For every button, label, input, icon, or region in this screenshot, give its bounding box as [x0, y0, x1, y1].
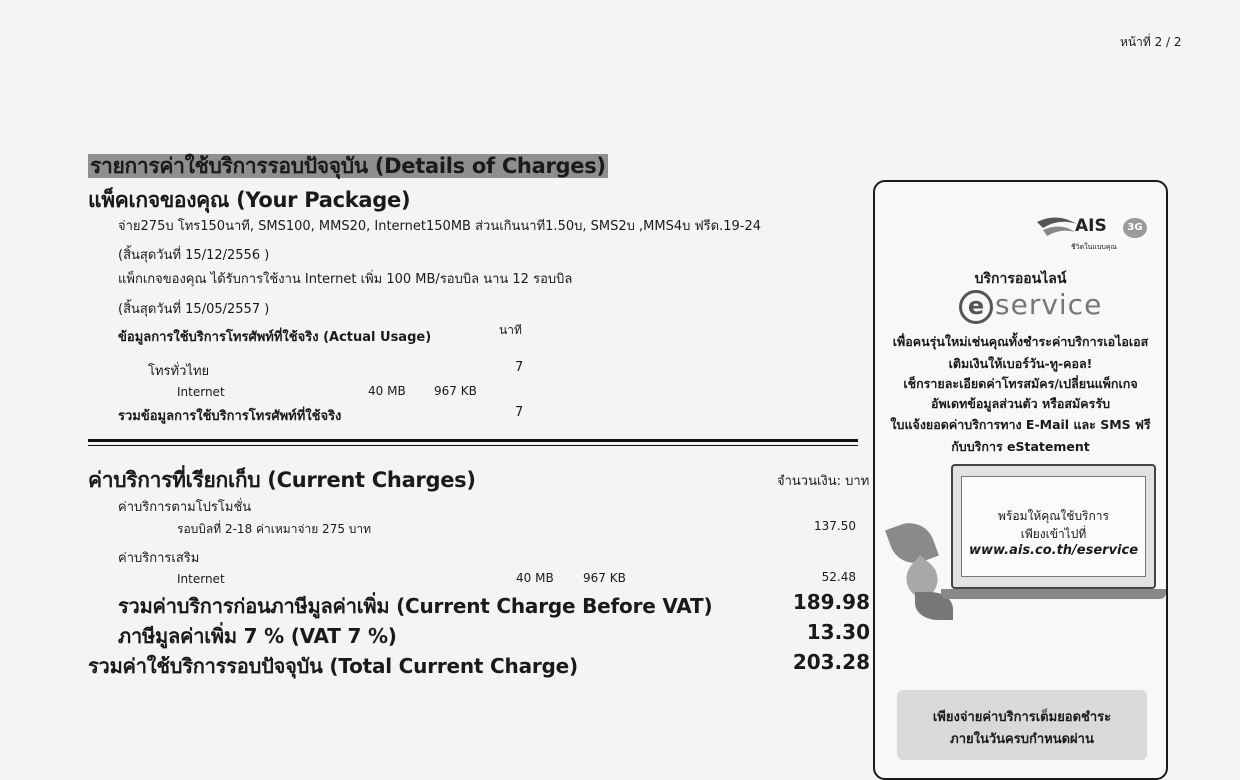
eservice-url[interactable]: www.ais.co.th/eservice	[968, 543, 1139, 558]
eservice-promo-box	[873, 180, 1168, 780]
extra-charge-label: ค่าบริการเสริม	[118, 551, 200, 566]
promo-footer-line-2: ภายในวันครบกำหนดผ่าน	[950, 732, 1094, 747]
package-title: แพ็คเกจของคุณ (Your Package)	[88, 188, 411, 212]
promo-charge-item: รอบบิลที่ 2-18 ค่าเหมาจ่าย 275 บาท	[177, 522, 372, 536]
section-divider-thick	[88, 439, 858, 442]
laptop-line-2: เพียงเข้าไปที่	[1020, 527, 1087, 541]
promo-line-4: อัพเดทข้อมูลส่วนตัว หรือสมัครรับ	[930, 396, 1111, 411]
usage-internet-label: Internet	[177, 385, 225, 399]
usage-row-label: โทรทั่วไทย	[148, 364, 210, 379]
promo-charge-label: ค่าบริการตามโปรโมชั่น	[118, 500, 252, 515]
section-divider-thin	[88, 445, 858, 446]
promo-heading: บริการออนไลน์	[974, 271, 1067, 287]
usage-title: ข้อมูลการใช้บริการโทรศัพท์ที่ใช้จริง (Actual Usage)	[118, 330, 432, 345]
usage-total-label: รวมข้อมูลการใช้บริการโทรศัพท์ที่ใช้จริง	[118, 409, 342, 424]
laptop-line-1: พร้อมให้คุณใช้บริการ	[998, 509, 1109, 523]
charges-title: ค่าบริการที่เรียกเก็บ (Current Charges)	[88, 468, 476, 492]
details-title-text: รายการค่าใช้บริการรอบปัจจุบัน (Details of Charges)	[90, 154, 606, 178]
promo-line-3: เช็กรายละเอียดค่าโทรสมัคร/เปลี่ยนแพ็กเกจ	[903, 376, 1138, 391]
extra-charge-amount: 52.48	[821, 570, 856, 584]
usage-internet-mb: 40 MB	[368, 384, 406, 398]
extra-charge-item: Internet	[177, 572, 225, 586]
ais-logo: AIS	[1075, 216, 1107, 236]
ais-swoosh-icon	[1035, 212, 1079, 240]
laptop-screen	[961, 476, 1146, 577]
vat-amount: 13.30	[806, 620, 870, 644]
usage-internet-kb: 967 KB	[434, 384, 477, 398]
promo-line-1: เพื่อคนรุ่นใหม่เช่นคุณทั้งชำระค่าบริการเอไอเอส	[892, 334, 1149, 349]
before-vat-label: รวมค่าบริการก่อนภาษีมูลค่าเพิ่ม (Current Charge Before VAT)	[118, 594, 713, 618]
package-line-4: (สิ้นสุดวันที่ 15/05/2557 )	[118, 302, 270, 317]
package-line-2: (สิ้นสุดวันที่ 15/12/2556 )	[118, 248, 270, 263]
promo-line-2: เติมเงินให้เบอร์วัน-ทู-คอล!	[948, 356, 1093, 371]
package-line-3: แพ็กเกจของคุณ ได้รับการใช้งาน Internet เพิ่ม 100 MB/รอบบิล นาน 12 รอบบิล	[118, 272, 573, 287]
3g-badge: 3G	[1123, 218, 1147, 238]
promo-line-6: กับบริการ eStatement	[951, 439, 1090, 454]
before-vat-amount: 189.98	[792, 590, 870, 614]
promo-charge-amount: 137.50	[814, 519, 856, 533]
promo-footer-banner	[897, 690, 1147, 760]
laptop-base	[941, 589, 1166, 599]
eservice-e-icon: e	[959, 290, 993, 324]
ais-tagline: ชีวิตในแบบคุณ	[1071, 243, 1118, 251]
usage-row-value: 7	[515, 360, 524, 375]
laptop-illustration	[951, 464, 1156, 589]
leaf-decoration-icon	[885, 516, 939, 570]
promo-line-5: ใบแจ้งยอดค่าบริการทาง E-Mail และ SMS ฟรี	[890, 417, 1151, 432]
total-label: รวมค่าใช้บริการรอบปัจจุบัน (Total Current Charge)	[88, 654, 578, 678]
usage-total-value: 7	[515, 405, 524, 420]
total-amount: 203.28	[792, 650, 870, 674]
eservice-wordmark: service	[995, 288, 1103, 321]
package-line-1: จ่าย275บ โทร150นาที, SMS100, MMS20, Internet150MB ส่วนเกินนาที1.50บ, SMS2บ ,MMS4บ ฟรีด.19-24	[118, 219, 762, 234]
details-title	[88, 150, 608, 183]
currency-label: จำนวนเงิน: บาท	[777, 474, 870, 489]
extra-charge-mb: 40 MB	[516, 571, 554, 585]
vat-label: ภาษีมูลค่าเพิ่ม 7 % (VAT 7 %)	[118, 624, 397, 648]
usage-unit: นาที	[499, 323, 522, 337]
extra-charge-kb: 967 KB	[583, 571, 626, 585]
page-number: หน้าที่ 2 / 2	[1120, 35, 1182, 49]
promo-footer-line-1: เพียงจ่ายค่าบริการเต็มยอดชำระ	[932, 710, 1112, 725]
